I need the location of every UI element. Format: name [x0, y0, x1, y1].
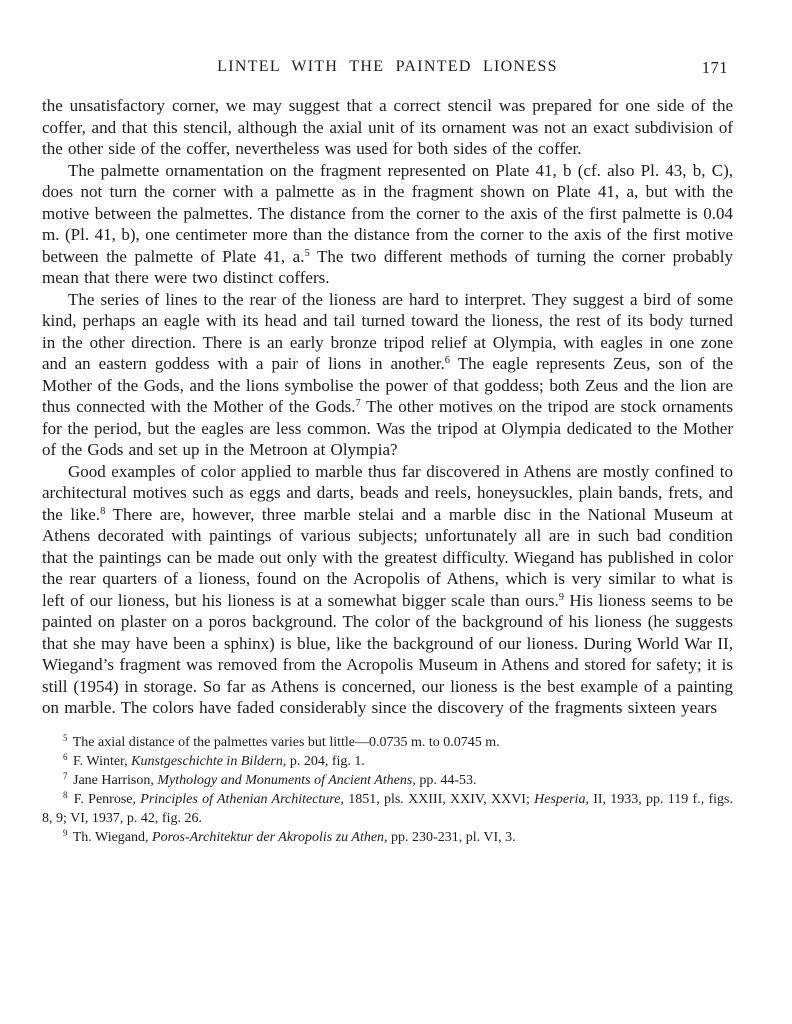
- text-run: The other motives on the tripod are stock ornaments for the period, but the eagles are less common. Was the tripod at Olympia dedicated to the Mother of the Gods and set up in the Metroon at Olympia?: [42, 397, 733, 459]
- italic-title: Mythology and Monuments of Ancient Athens: [157, 772, 413, 788]
- footnote-marker: 8: [63, 789, 68, 800]
- footnote: [42, 752, 733, 771]
- text-run: His lioness seems to be painted on plaster on a poros background. The color of the background of his lioness (he suggests that she may have been a sphinx) is blue, like the background of our lioness. During World War II, Wiegand’s fragment was removed from the Acropolis Museum in Athens and stored for safety; it is still (1954) in storage. So far as Athens is concerned, our lioness is the best example of a painting on marble. The colors have faded considerably since the discovery of the fragments sixteen years: [42, 590, 733, 717]
- italic-title: Kunstgeschichte in Bildern: [131, 753, 283, 769]
- footnote: [42, 790, 733, 828]
- text-run: , pp. 44-53.: [412, 772, 477, 788]
- body-text: [42, 95, 733, 719]
- footnote: [42, 733, 733, 752]
- page-number: 171: [701, 58, 728, 77]
- footnote-marker: 9: [63, 827, 68, 838]
- italic-title: Hesperia: [534, 791, 586, 807]
- italic-title: Poros-Architektur der Akropolis zu Athen: [152, 829, 385, 845]
- footnote-marker: 5: [63, 732, 68, 743]
- footnote-reference: 7: [355, 398, 361, 409]
- footnote-marker: 6: [63, 751, 68, 762]
- text-run: The eagle represents Zeus, son of the Mother of the Gods, and the lions symbolise the power of that goddess; both Zeus and the lion are thus connected with the Mother of the Gods.: [42, 354, 733, 416]
- text-run: F. Winter,: [69, 753, 132, 769]
- body-paragraph: [42, 95, 733, 160]
- text-run: , pp. 230-231, pl. VI, 3.: [384, 829, 516, 845]
- footnote-marker: 7: [63, 770, 68, 781]
- footnote: [42, 771, 733, 790]
- body-paragraph: [42, 160, 733, 289]
- text-run: There are, however, three marble stelai and a marble disc in the National Museum at Athens decorated with paintings of various subjects; unfortunately all are in such bad condition that the paintings can be made out only with the greatest difficulty. Wiegand has published in color the rear quarters of a lioness, found on the Acropolis of Athens, which is very similar to what is left of our lioness, but his lioness is at a somewhat bigger scale than ours.: [42, 504, 733, 610]
- footnotes: [42, 733, 733, 847]
- text-run: The series of lines to the rear of the lioness are hard to interpret. They suggest a bird of some kind, perhaps an eagle with its head and tail turned toward the lioness, the rest of its body turned in the other direction. There is an early bronze tripod relief at Olympia, with eagles in one zone and an eastern goddess with a pair of lions in another.: [42, 289, 733, 373]
- text-run: The axial distance of the palmettes varies but little—0.0735 m. to 0.0745 m.: [69, 734, 500, 750]
- text-run: the unsatisfactory corner, we may suggest that a correct stencil was prepared for one side of the coffer, and that this stencil, although the axial unit of its ornament was not an exact subdivision of the other side of the coffer, nevertheless was used for both sides of the coffer.: [42, 96, 733, 158]
- footnote-reference: 9: [558, 591, 564, 603]
- text-run: F. Penrose,: [69, 791, 141, 807]
- text-run: The palmette ornamentation on the fragment represented on Plate 41, b (cf. also Pl. 43, b, C), does not turn the corner with a palmette as in the fragment shown on Plate 41, a, but with the motive between the palmettes. The distance from the corner to the axis of the first palmette is 0.04 m. (Pl. 41, b), one centimeter more than the distance from the corner to the axis of the first motive between the palmette of Plate 41, a.: [42, 160, 733, 266]
- body-paragraph: [42, 289, 733, 461]
- text-run: The two different methods of turning the corner probably mean that there were two distinct coffers.: [42, 246, 733, 287]
- footnote-reference: 5: [304, 247, 310, 259]
- text-run: Jane Harrison,: [69, 772, 158, 788]
- text-run: , II, 1933, pp. 119 f., figs. 8, 9; VI, 1937, p. 42, fig. 26.: [42, 791, 733, 826]
- text-run: Th. Wiegand,: [69, 829, 153, 845]
- footnote-reference: 8: [100, 505, 106, 517]
- text-run: Good examples of color applied to marble thus far discovered in Athens are mostly confined to architectural motives such as eggs and darts, beads and reels, honeysuckles, plain bands, frets, and the like.: [42, 461, 733, 524]
- body-paragraph: [42, 461, 733, 719]
- footnote-reference: 6: [444, 355, 451, 366]
- italic-title: Principles of Athenian Architecture: [140, 791, 341, 807]
- footnote: [42, 828, 733, 847]
- text-run: , p. 204, fig. 1.: [282, 753, 365, 769]
- page-header: [42, 58, 733, 80]
- text-run: , 1851, pls. XXIII, XXIV, XXVI;: [340, 791, 535, 807]
- running-title: LINTEL WITH THE PAINTED LIONESS: [217, 58, 558, 75]
